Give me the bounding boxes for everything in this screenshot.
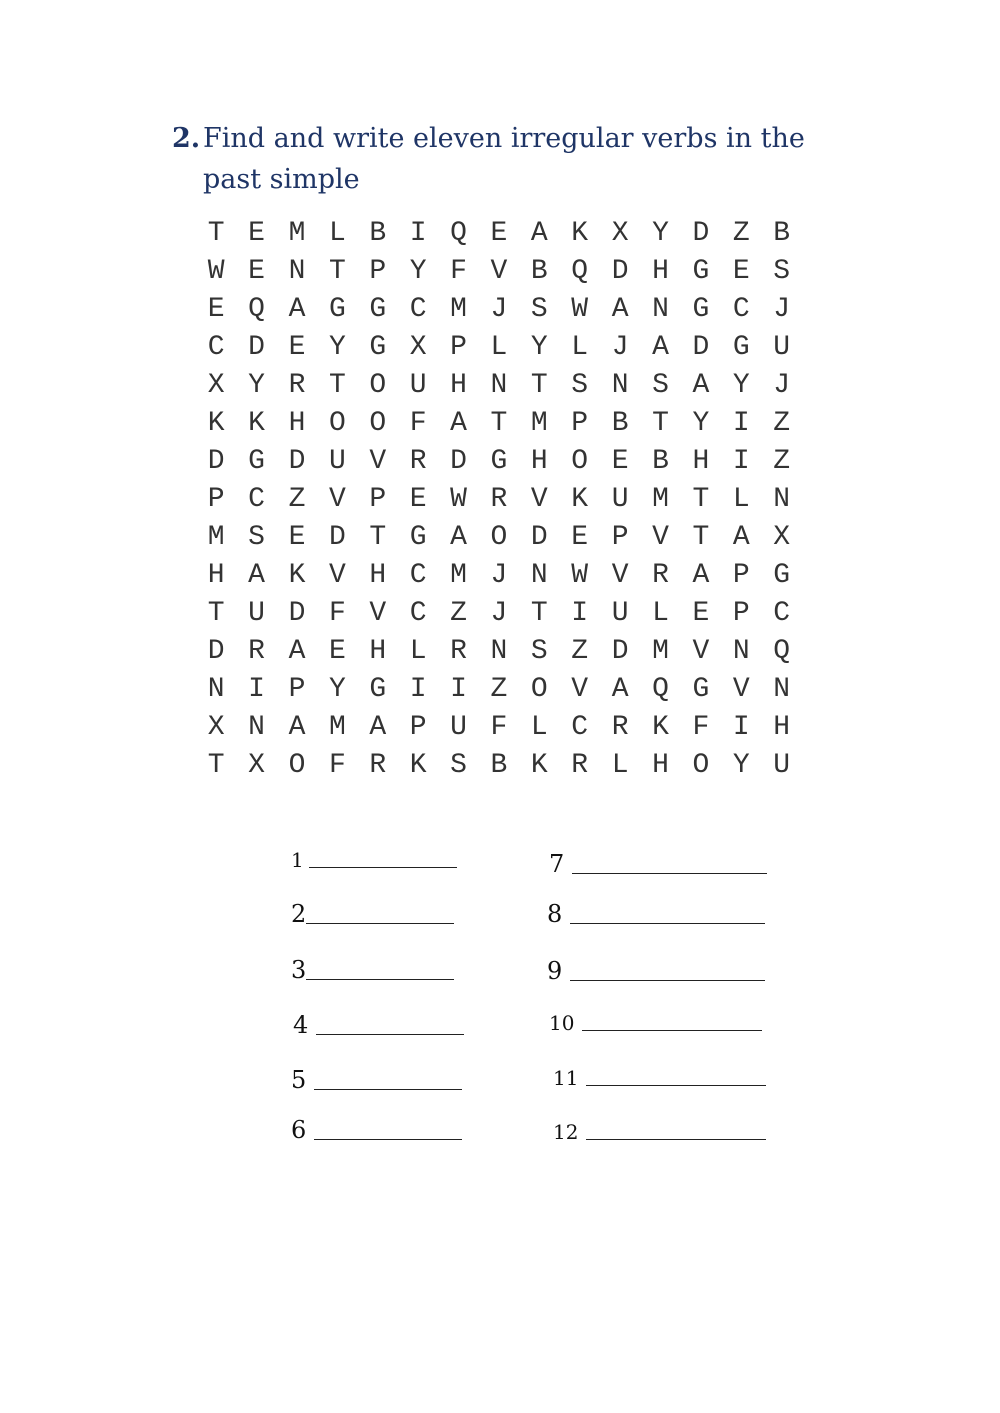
grid-letter[interactable]: T — [530, 597, 548, 629]
grid-letter[interactable]: A — [692, 369, 710, 401]
grid-row — [196, 214, 802, 252]
grid-letter[interactable]: A — [652, 331, 669, 363]
grid-letter[interactable]: X — [409, 331, 427, 363]
grid-letter[interactable]: U — [248, 597, 265, 629]
grid-letter[interactable]: C — [409, 597, 427, 629]
answer-line[interactable] — [306, 922, 454, 924]
answer-number: 1 — [291, 848, 304, 872]
grid-letter[interactable]: I — [409, 217, 427, 249]
grid-letter[interactable]: I — [409, 673, 427, 705]
grid-letter[interactable]: R — [611, 711, 629, 743]
grid-letter[interactable]: H — [369, 635, 387, 667]
grid-letter[interactable]: G — [369, 293, 387, 325]
grid-letter[interactable]: Z — [773, 407, 791, 439]
grid-letter[interactable]: N — [773, 673, 791, 705]
grid-letter[interactable]: P — [207, 483, 225, 515]
grid-letter[interactable]: X — [207, 711, 225, 743]
grid-letter[interactable]: Z — [490, 673, 508, 705]
grid-letter[interactable]: R — [652, 559, 669, 591]
grid-letter[interactable]: C — [571, 711, 589, 743]
grid-letter[interactable]: T — [369, 521, 387, 553]
grid-row — [196, 708, 802, 746]
grid-letter[interactable]: L — [530, 711, 548, 743]
grid-letter[interactable]: S — [773, 255, 791, 287]
answer-number: 6 — [291, 1116, 307, 1144]
grid-letter[interactable]: V — [652, 521, 669, 553]
grid-letter[interactable]: H — [773, 711, 791, 743]
grid-letter[interactable]: R — [248, 635, 265, 667]
grid-letter[interactable]: P — [369, 483, 387, 515]
grid-letter[interactable]: Y — [328, 331, 346, 363]
grid-letter[interactable]: H — [288, 407, 306, 439]
grid-letter[interactable]: B — [490, 749, 508, 781]
grid-letter[interactable]: O — [369, 407, 387, 439]
grid-letter[interactable]: K — [530, 749, 548, 781]
grid-letter[interactable]: D — [207, 445, 225, 477]
grid-letter[interactable]: M — [328, 711, 346, 743]
grid-letter[interactable]: H — [692, 445, 710, 477]
grid-letter[interactable]: H — [530, 445, 548, 477]
grid-letter[interactable]: I — [732, 445, 750, 477]
grid-letter[interactable]: D — [328, 521, 346, 553]
grid-letter[interactable]: F — [450, 255, 467, 287]
grid-letter[interactable]: D — [450, 445, 467, 477]
grid-letter[interactable]: T — [328, 255, 346, 287]
grid-letter[interactable]: Q — [248, 293, 265, 325]
grid-letter[interactable]: G — [328, 293, 346, 325]
grid-letter[interactable]: L — [490, 331, 508, 363]
grid-letter[interactable]: L — [409, 635, 427, 667]
grid-letter[interactable]: X — [611, 217, 629, 249]
answer-number: 4 — [293, 1011, 309, 1039]
answer-item[interactable] — [291, 1066, 462, 1094]
grid-letter[interactable]: A — [611, 673, 629, 705]
answer-item[interactable] — [291, 848, 457, 872]
answer-item[interactable] — [549, 850, 767, 878]
grid-letter[interactable]: B — [530, 255, 548, 287]
grid-letter[interactable]: G — [773, 559, 791, 591]
grid-letter[interactable]: D — [530, 521, 548, 553]
grid-row — [196, 556, 802, 594]
grid-letter[interactable]: E — [490, 217, 508, 249]
grid-letter[interactable]: A — [450, 407, 467, 439]
grid-letter[interactable]: W — [571, 293, 589, 325]
grid-letter[interactable]: T — [652, 407, 669, 439]
grid-letter[interactable]: O — [571, 445, 589, 477]
grid-letter[interactable]: A — [288, 293, 306, 325]
grid-letter[interactable]: K — [571, 217, 589, 249]
grid-letter[interactable]: T — [207, 597, 225, 629]
grid-letter[interactable]: Y — [328, 673, 346, 705]
grid-letter[interactable]: E — [409, 483, 427, 515]
grid-letter[interactable]: O — [369, 369, 387, 401]
answer-item[interactable] — [291, 900, 454, 928]
grid-letter[interactable]: T — [490, 407, 508, 439]
grid-row — [196, 632, 802, 670]
grid-letter[interactable]: Y — [652, 217, 669, 249]
answer-number: 2 — [291, 900, 307, 928]
grid-row — [196, 670, 802, 708]
grid-letter[interactable]: Z — [571, 635, 589, 667]
grid-letter[interactable]: V — [328, 559, 346, 591]
grid-letter[interactable]: N — [490, 635, 508, 667]
grid-letter[interactable]: A — [530, 217, 548, 249]
grid-letter[interactable]: V — [692, 635, 710, 667]
grid-letter[interactable]: J — [773, 369, 791, 401]
grid-letter[interactable]: O — [530, 673, 548, 705]
grid-letter[interactable]: M — [450, 293, 467, 325]
grid-letter[interactable]: S — [571, 369, 589, 401]
grid-letter[interactable]: J — [490, 597, 508, 629]
grid-letter[interactable]: I — [571, 597, 589, 629]
grid-letter[interactable]: Y — [732, 369, 750, 401]
grid-letter[interactable]: U — [773, 331, 791, 363]
grid-letter[interactable]: Q — [773, 635, 791, 667]
grid-row — [196, 252, 802, 290]
grid-letter[interactable]: N — [248, 711, 265, 743]
grid-letter[interactable]: Z — [450, 597, 467, 629]
grid-letter[interactable]: Y — [409, 255, 427, 287]
answer-number: 10 — [549, 1011, 575, 1035]
grid-letter[interactable]: A — [369, 711, 387, 743]
grid-letter[interactable]: Y — [248, 369, 265, 401]
grid-letter[interactable]: G — [692, 673, 710, 705]
answer-item[interactable] — [547, 957, 765, 985]
grid-letter[interactable]: T — [328, 369, 346, 401]
grid-letter[interactable]: Y — [692, 407, 710, 439]
grid-letter[interactable]: G — [369, 331, 387, 363]
grid-letter[interactable]: N — [207, 673, 225, 705]
grid-letter[interactable]: K — [288, 559, 306, 591]
grid-letter[interactable]: E — [571, 521, 589, 553]
grid-letter[interactable]: O — [490, 521, 508, 553]
grid-letter[interactable]: R — [490, 483, 508, 515]
grid-letter[interactable]: G — [490, 445, 508, 477]
answer-line[interactable] — [570, 922, 765, 924]
grid-letter[interactable]: A — [611, 293, 629, 325]
grid-letter[interactable]: S — [450, 749, 467, 781]
grid-letter[interactable]: F — [490, 711, 508, 743]
answer-number: 3 — [291, 956, 307, 984]
grid-letter[interactable]: P — [611, 521, 629, 553]
answer-line[interactable] — [572, 872, 767, 874]
grid-letter[interactable]: J — [773, 293, 791, 325]
grid-letter[interactable]: D — [611, 255, 629, 287]
grid-letter[interactable]: I — [450, 673, 467, 705]
grid-letter[interactable]: L — [732, 483, 750, 515]
grid-letter[interactable]: Z — [732, 217, 750, 249]
answer-item[interactable] — [291, 1116, 462, 1144]
grid-letter[interactable]: K — [248, 407, 265, 439]
grid-letter[interactable]: D — [692, 331, 710, 363]
grid-letter[interactable]: E — [248, 217, 265, 249]
answer-item[interactable] — [547, 900, 765, 928]
grid-letter[interactable]: I — [732, 407, 750, 439]
answer-item[interactable] — [553, 1120, 766, 1144]
grid-letter[interactable]: N — [611, 369, 629, 401]
grid-letter[interactable]: F — [409, 407, 427, 439]
grid-letter[interactable]: D — [611, 635, 629, 667]
answer-line[interactable] — [306, 978, 454, 980]
grid-letter[interactable]: A — [692, 559, 710, 591]
grid-letter[interactable]: M — [207, 521, 225, 553]
grid-letter[interactable]: U — [611, 597, 629, 629]
grid-row — [196, 328, 802, 366]
grid-letter[interactable]: G — [409, 521, 427, 553]
grid-letter[interactable]: Q — [450, 217, 467, 249]
grid-letter[interactable]: I — [248, 673, 265, 705]
grid-letter[interactable]: X — [207, 369, 225, 401]
grid-letter[interactable]: U — [409, 369, 427, 401]
question-number: 2. — [172, 123, 201, 154]
grid-letter[interactable]: Z — [288, 483, 306, 515]
grid-letter[interactable]: V — [490, 255, 508, 287]
grid-letter[interactable]: K — [409, 749, 427, 781]
grid-row — [196, 442, 802, 480]
grid-letter[interactable]: K — [207, 407, 225, 439]
grid-letter[interactable]: G — [248, 445, 265, 477]
answer-line[interactable] — [570, 979, 765, 981]
grid-letter[interactable]: T — [530, 369, 548, 401]
grid-letter[interactable]: A — [732, 521, 750, 553]
grid-letter[interactable]: W — [571, 559, 589, 591]
grid-letter[interactable]: A — [288, 635, 306, 667]
grid-row — [196, 480, 802, 518]
grid-letter[interactable]: E — [328, 635, 346, 667]
grid-letter[interactable]: Q — [571, 255, 589, 287]
grid-letter[interactable]: X — [773, 521, 791, 553]
grid-letter[interactable]: V — [328, 483, 346, 515]
grid-letter[interactable]: P — [369, 255, 387, 287]
answer-item[interactable] — [549, 1011, 762, 1035]
answer-number: 8 — [547, 900, 563, 928]
grid-letter[interactable]: O — [328, 407, 346, 439]
answer-number: 9 — [547, 957, 563, 985]
grid-letter[interactable]: U — [328, 445, 346, 477]
grid-letter[interactable]: N — [773, 483, 791, 515]
grid-letter[interactable]: B — [611, 407, 629, 439]
grid-letter[interactable]: M — [530, 407, 548, 439]
grid-letter[interactable]: S — [530, 635, 548, 667]
grid-letter[interactable]: U — [773, 749, 791, 781]
grid-letter[interactable]: N — [530, 559, 548, 591]
grid-letter[interactable]: T — [692, 483, 710, 515]
grid-letter[interactable]: D — [692, 217, 710, 249]
grid-letter[interactable]: J — [490, 293, 508, 325]
grid-letter[interactable]: D — [248, 331, 265, 363]
grid-row — [196, 404, 802, 442]
grid-letter[interactable]: U — [611, 483, 629, 515]
grid-letter[interactable]: D — [207, 635, 225, 667]
grid-letter[interactable]: N — [288, 255, 306, 287]
grid-letter[interactable]: L — [611, 749, 629, 781]
grid-letter[interactable]: K — [571, 483, 589, 515]
grid-letter[interactable]: B — [773, 217, 791, 249]
grid-letter[interactable]: L — [652, 597, 669, 629]
grid-letter[interactable]: H — [652, 255, 669, 287]
grid-letter[interactable]: V — [530, 483, 548, 515]
grid-letter[interactable]: C — [773, 597, 791, 629]
answer-line[interactable] — [586, 1084, 766, 1086]
grid-letter[interactable]: L — [571, 331, 589, 363]
grid-letter[interactable]: Q — [652, 673, 669, 705]
answer-item[interactable] — [291, 956, 454, 984]
grid-letter[interactable]: U — [450, 711, 467, 743]
grid-letter[interactable]: J — [611, 331, 629, 363]
grid-letter[interactable]: B — [369, 217, 387, 249]
grid-letter[interactable]: S — [248, 521, 265, 553]
answer-line[interactable] — [309, 866, 457, 868]
answer-number: 12 — [553, 1120, 579, 1144]
grid-letter[interactable]: C — [248, 483, 265, 515]
grid-letter[interactable]: Z — [773, 445, 791, 477]
grid-letter[interactable]: P — [732, 597, 750, 629]
grid-letter[interactable]: M — [450, 559, 467, 591]
grid-letter[interactable]: C — [409, 559, 427, 591]
answer-number: 11 — [553, 1066, 579, 1090]
grid-letter[interactable]: P — [732, 559, 750, 591]
grid-letter[interactable]: P — [288, 673, 306, 705]
answer-line[interactable] — [314, 1138, 462, 1140]
grid-letter[interactable]: F — [692, 711, 710, 743]
question-heading — [172, 118, 852, 200]
grid-letter[interactable]: V — [369, 445, 387, 477]
grid-letter[interactable]: K — [652, 711, 669, 743]
grid-letter[interactable]: M — [288, 217, 306, 249]
grid-letter[interactable]: V — [571, 673, 589, 705]
answer-item[interactable] — [553, 1066, 766, 1090]
grid-letter[interactable]: E — [732, 255, 750, 287]
grid-letter[interactable]: T — [207, 749, 225, 781]
grid-row — [196, 746, 802, 784]
grid-letter[interactable]: E — [288, 331, 306, 363]
word-search-grid — [196, 214, 802, 784]
grid-letter[interactable]: S — [652, 369, 669, 401]
grid-letter[interactable]: I — [732, 711, 750, 743]
grid-letter[interactable]: C — [207, 331, 225, 363]
answer-line[interactable] — [314, 1088, 462, 1090]
grid-letter[interactable]: D — [288, 445, 306, 477]
grid-letter[interactable]: H — [652, 749, 669, 781]
grid-letter[interactable]: E — [611, 445, 629, 477]
grid-letter[interactable]: H — [450, 369, 467, 401]
answer-line[interactable] — [586, 1138, 766, 1140]
grid-letter[interactable]: C — [732, 293, 750, 325]
grid-letter[interactable]: N — [732, 635, 750, 667]
grid-letter[interactable]: T — [692, 521, 710, 553]
grid-letter[interactable]: N — [652, 293, 669, 325]
grid-letter[interactable]: H — [369, 559, 387, 591]
grid-letter[interactable]: P — [571, 407, 589, 439]
grid-letter[interactable]: H — [207, 559, 225, 591]
grid-letter[interactable]: R — [369, 749, 387, 781]
grid-letter[interactable]: A — [248, 559, 265, 591]
grid-letter[interactable]: C — [409, 293, 427, 325]
grid-letter[interactable]: F — [328, 749, 346, 781]
grid-letter[interactable]: E — [288, 521, 306, 553]
grid-letter[interactable]: L — [328, 217, 346, 249]
grid-letter[interactable]: G — [732, 331, 750, 363]
grid-letter[interactable]: R — [409, 445, 427, 477]
grid-letter[interactable]: O — [692, 749, 710, 781]
grid-letter[interactable]: B — [652, 445, 669, 477]
grid-row — [196, 518, 802, 556]
grid-letter[interactable]: A — [288, 711, 306, 743]
grid-letter[interactable]: T — [207, 217, 225, 249]
grid-letter[interactable]: N — [490, 369, 508, 401]
grid-letter[interactable]: M — [652, 483, 669, 515]
grid-letter[interactable]: S — [530, 293, 548, 325]
grid-letter[interactable]: O — [288, 749, 306, 781]
grid-letter[interactable]: E — [248, 255, 265, 287]
grid-letter[interactable]: M — [652, 635, 669, 667]
grid-letter[interactable]: E — [207, 293, 225, 325]
grid-letter[interactable]: P — [409, 711, 427, 743]
grid-letter[interactable]: D — [288, 597, 306, 629]
grid-letter[interactable]: G — [692, 293, 710, 325]
grid-letter[interactable]: R — [450, 635, 467, 667]
grid-letter[interactable]: Y — [530, 331, 548, 363]
grid-letter[interactable]: E — [692, 597, 710, 629]
grid-letter[interactable]: Y — [732, 749, 750, 781]
grid-letter[interactable]: P — [450, 331, 467, 363]
grid-letter[interactable]: F — [328, 597, 346, 629]
grid-letter[interactable]: V — [611, 559, 629, 591]
question-text: Find and write eleven irregular verbs in the past simple — [203, 123, 805, 195]
grid-row — [196, 594, 802, 632]
grid-letter[interactable]: J — [490, 559, 508, 591]
grid-letter[interactable]: W — [207, 255, 225, 287]
answer-number: 5 — [291, 1066, 307, 1094]
answer-line[interactable] — [582, 1029, 762, 1031]
answer-item[interactable] — [293, 1011, 464, 1039]
grid-letter[interactable]: X — [248, 749, 265, 781]
answer-line[interactable] — [316, 1033, 464, 1035]
grid-letter[interactable]: V — [369, 597, 387, 629]
grid-row — [196, 366, 802, 404]
grid-letter[interactable]: R — [571, 749, 589, 781]
grid-letter[interactable]: A — [450, 521, 467, 553]
grid-letter[interactable]: V — [732, 673, 750, 705]
grid-letter[interactable]: W — [450, 483, 467, 515]
grid-letter[interactable]: G — [692, 255, 710, 287]
answer-number: 7 — [549, 850, 565, 878]
grid-row — [196, 290, 802, 328]
grid-letter[interactable]: R — [288, 369, 306, 401]
grid-letter[interactable]: G — [369, 673, 387, 705]
